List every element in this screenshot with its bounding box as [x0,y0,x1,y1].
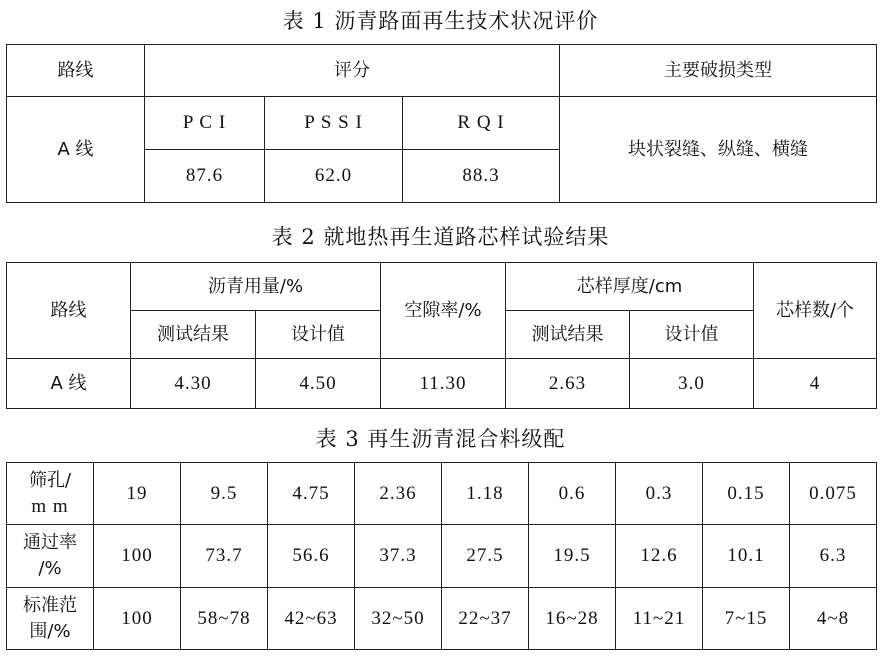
table3-row-label [7,588,94,650]
label-line1: 筛孔/ [28,469,72,491]
table3-cell: 56.6 [268,525,355,588]
table3-cell: 4.75 [268,463,355,525]
table1-header-route: 路线 [7,45,145,97]
table2-thickness-test-value: 2.63 [506,359,630,409]
table3-cell: 0.075 [790,463,877,525]
table1-rqi-value: 88.3 [403,150,560,203]
table3-row-label [7,463,94,525]
table2-void-value: 11.30 [381,359,506,409]
table1 [6,44,877,203]
table1-pssi-value: 62.0 [265,150,403,203]
table3-cell: 12.6 [616,525,703,588]
table2-thickness-test-header: 测试结果 [506,311,630,359]
table3-row-label [7,525,94,588]
table3-cell: 7~15 [703,588,790,650]
label-line2: m m [31,495,69,517]
table3-cell: 19.5 [529,525,616,588]
table1-rqi-header: R Q I [403,97,560,150]
table3-cell: 22~37 [442,588,529,650]
table3-cell: 0.6 [529,463,616,525]
table1-header-damage: 主要破损类型 [560,45,877,97]
table3-cell: 4~8 [790,588,877,650]
table3-row-passing [7,525,877,588]
table3-cell: 19 [94,463,181,525]
table3-cell: 10.1 [703,525,790,588]
table2-asphalt-test-value: 4.30 [131,359,256,409]
table1-pci-header: P C I [145,97,265,150]
table3-row-standard [7,588,877,650]
table3-cell: 37.3 [355,525,442,588]
table3-cell: 0.15 [703,463,790,525]
table1-pssi-header: P S S I [265,97,403,150]
table3-cell: 42~63 [268,588,355,650]
label-line1: 标准范 [23,594,77,616]
table2-thickness-design-value: 3.0 [630,359,754,409]
table1-caption: 表 1 沥青路面再生技术状况评价 [282,9,599,33]
table3-cell: 6.3 [790,525,877,588]
table1-damage-cell: 块状裂缝、纵缝、横缝 [560,97,877,203]
table2-asphalt-design-value: 4.50 [256,359,381,409]
table3-cell: 0.3 [616,463,703,525]
table2-route-cell: A 线 [7,359,131,409]
table2-header-count: 芯样数/个 [754,263,877,359]
table2-header-void: 空隙率/% [381,263,506,359]
table2 [6,262,877,409]
table3-cell: 11~21 [616,588,703,650]
table3 [6,462,877,650]
table3-row-sieve [7,463,877,525]
label-line2: 围/% [29,620,71,642]
label-line2: /% [38,558,62,579]
table3-cell: 32~50 [355,588,442,650]
table2-caption: 表 2 就地热再生道路芯样试验结果 [271,225,610,249]
table3-cell: 73.7 [181,525,268,588]
table2-header-thickness: 芯样厚度/cm [506,263,754,311]
table3-cell: 27.5 [442,525,529,588]
table2-asphalt-test-header: 测试结果 [131,311,256,359]
table1-header-score: 评分 [145,45,560,97]
table2-thickness-design-header: 设计值 [630,311,754,359]
table2-header-asphalt: 沥青用量/% [131,263,381,311]
table3-cell: 1.18 [442,463,529,525]
table3-cell: 16~28 [529,588,616,650]
table1-pci-value: 87.6 [145,150,265,203]
table1-route-cell: A 线 [7,97,145,203]
table2-header-route: 路线 [7,263,131,359]
table3-cell: 9.5 [181,463,268,525]
table2-asphalt-design-header: 设计值 [256,311,381,359]
table3-cell: 100 [94,525,181,588]
table3-caption: 表 3 再生沥青混合料级配 [315,427,566,451]
table3-cell: 100 [94,588,181,650]
table2-count-value: 4 [754,359,877,409]
table3-cell: 58~78 [181,588,268,650]
label-line1: 通过率 [23,532,77,553]
table3-cell: 2.36 [355,463,442,525]
